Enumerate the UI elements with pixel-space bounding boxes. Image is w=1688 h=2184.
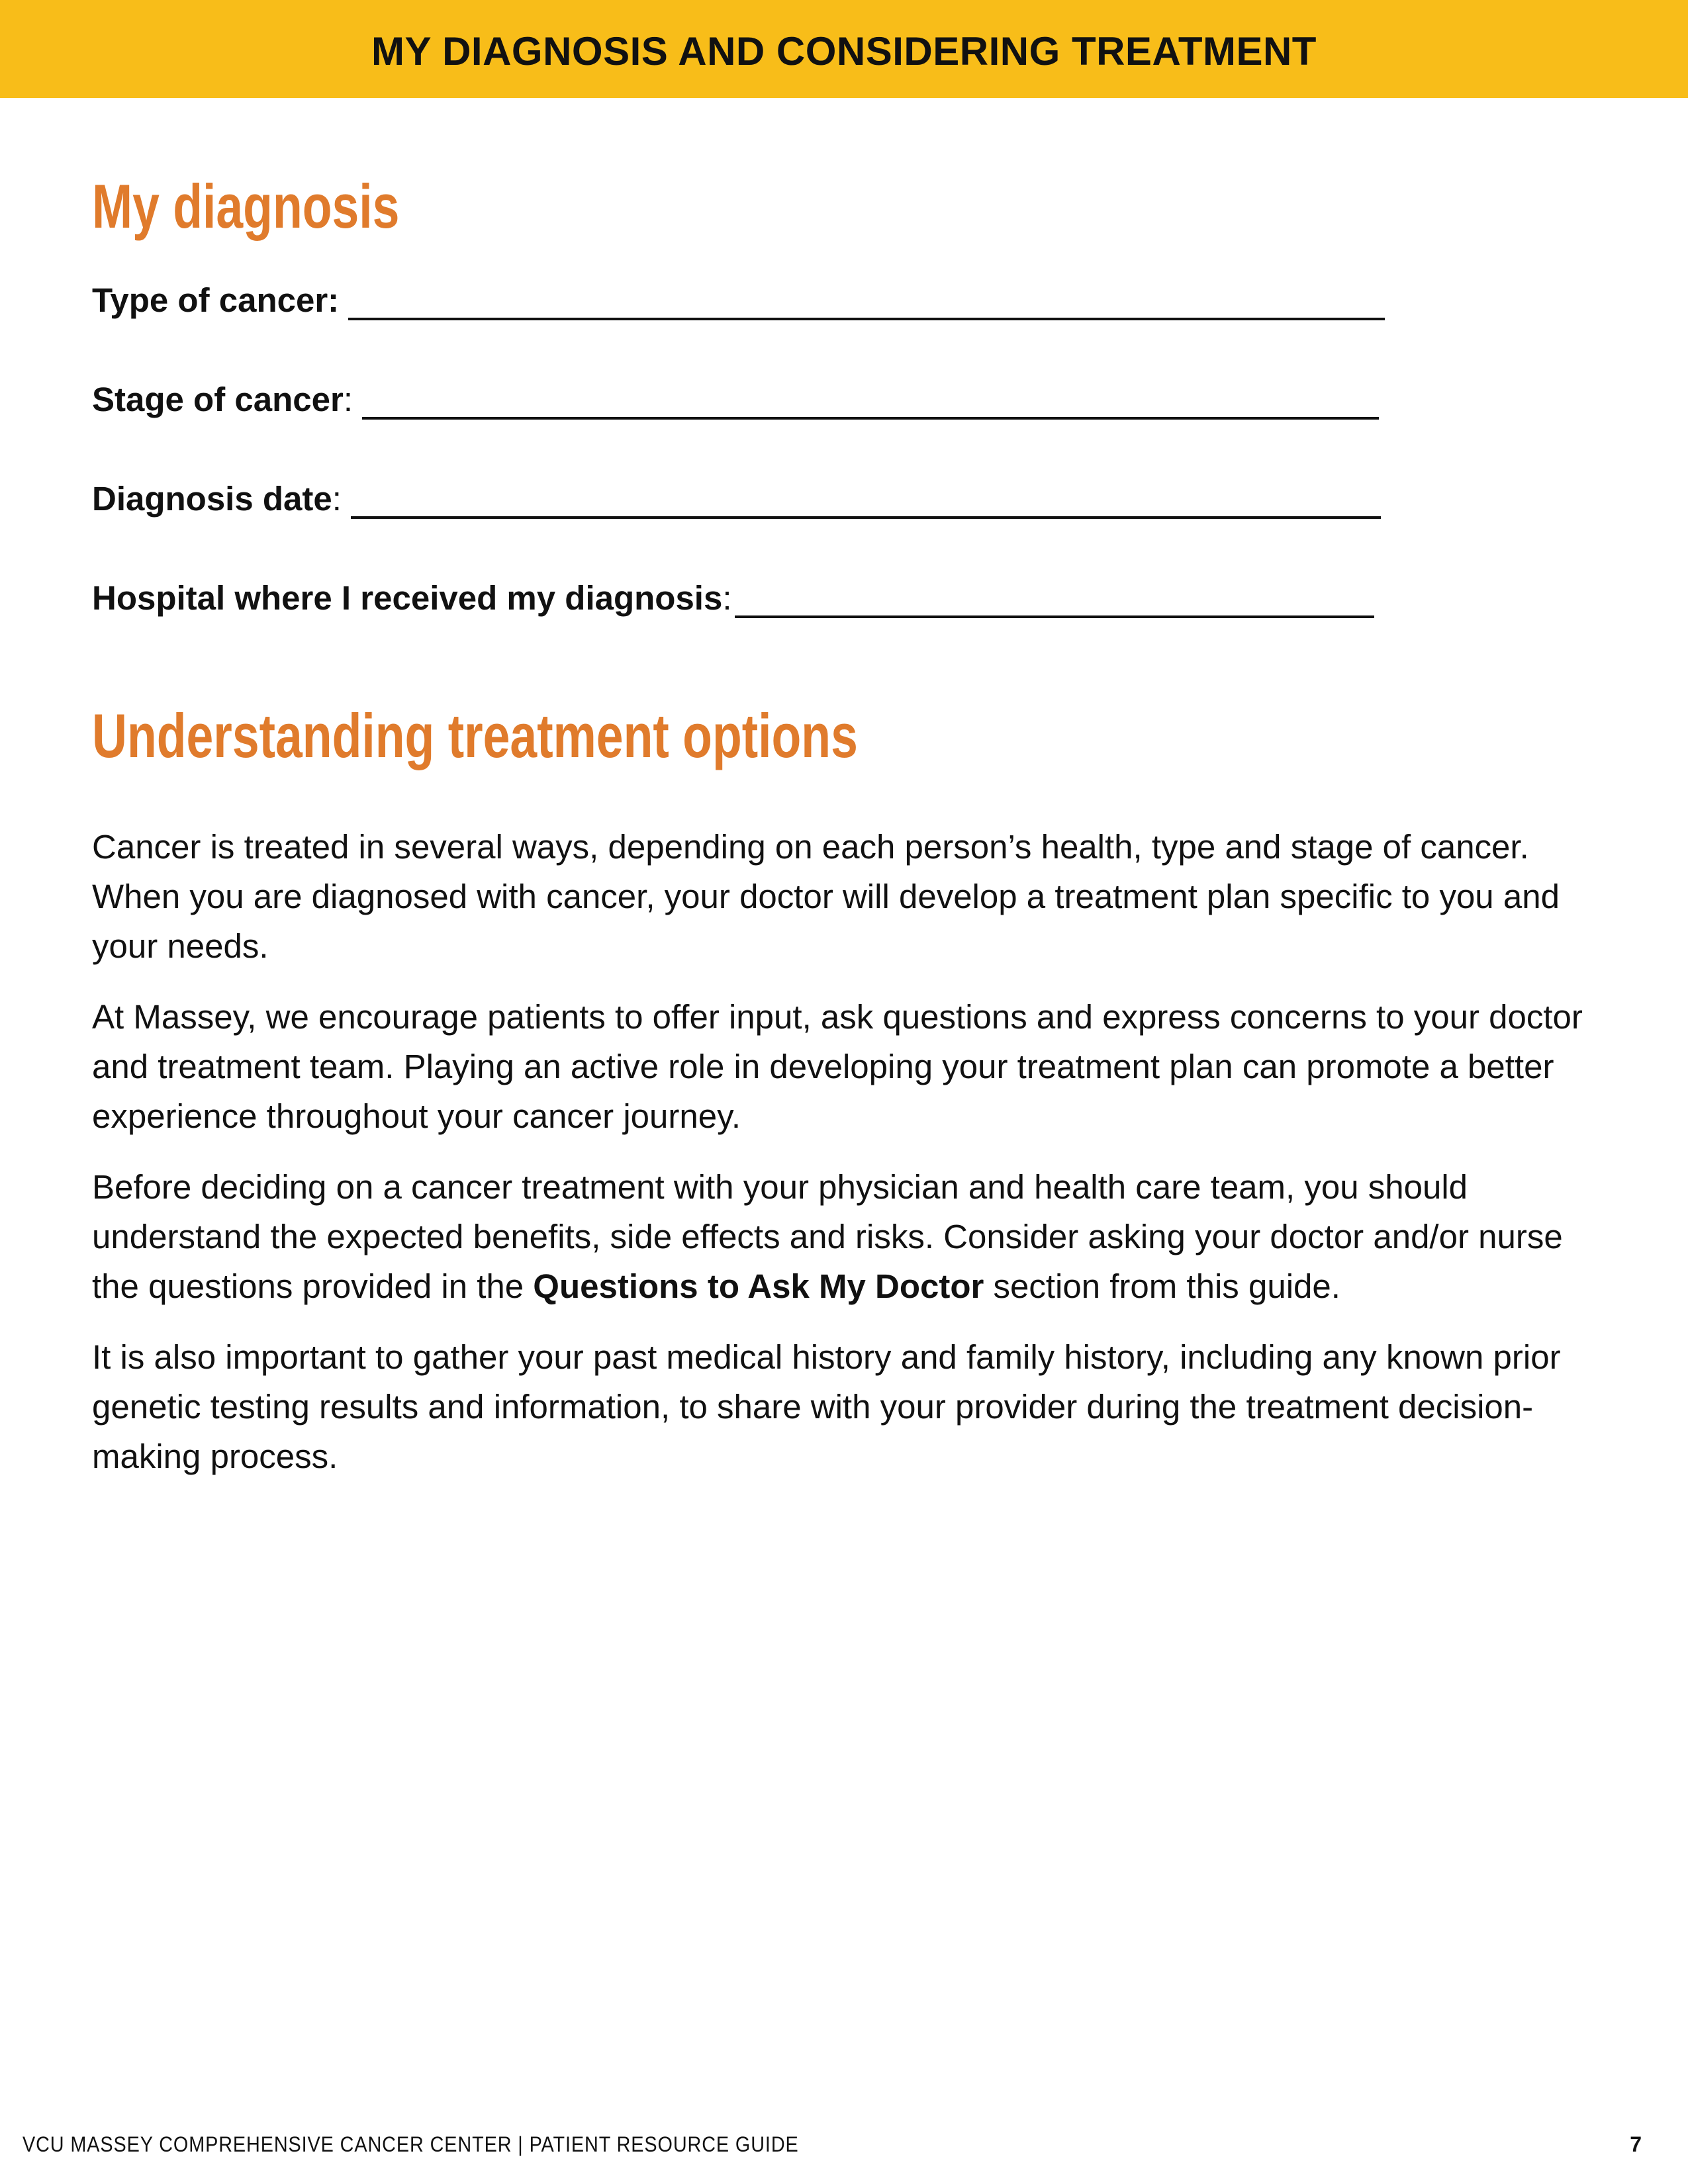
diagnosis-date-label: Diagnosis date — [92, 480, 332, 518]
paragraph-treated-ways: Cancer is treated in several ways, depending on each person’s health, type and stage of cancer. When you are diagnosed with cancer, your doctor will develop a treatment plan specific to you and your needs. — [92, 828, 1560, 965]
hospital-field[interactable] — [735, 584, 1374, 618]
my-diagnosis-heading: My diagnosis — [92, 171, 400, 241]
stage-of-cancer-row — [92, 380, 1379, 420]
diagnosis-date-suffix: : — [332, 480, 342, 518]
type-of-cancer-row — [92, 281, 1385, 320]
stage-of-cancer-field[interactable] — [362, 385, 1379, 420]
treatment-body — [92, 822, 1615, 1502]
paragraph-before-deciding-end: section from this guide. — [984, 1267, 1340, 1305]
paragraph-medical-history: It is also important to gather your past medical history and family history, including any known prior genetic testing results and information, to share with your provider during the treatment decision-making process. — [92, 1338, 1561, 1475]
treatment-options-heading: Understanding treatment options — [92, 701, 858, 770]
top-banner — [0, 0, 1688, 98]
diagnosis-date-field[interactable] — [351, 484, 1381, 519]
stage-of-cancer-label: Stage of cancer — [92, 381, 344, 418]
footer-guide-title: VCU MASSEY COMPREHENSIVE CANCER CENTER | PATIENT RESOURCE GUIDE — [23, 2132, 799, 2156]
banner-title: MY DIAGNOSIS AND CONSIDERING TREATMENT — [371, 28, 1317, 73]
page-number: 7 — [1630, 2132, 1642, 2156]
type-of-cancer-label: Type of cancer: — [92, 281, 340, 319]
paragraph-before-deciding-text: Before deciding on a cancer treatment with your physician and health care team, you should understand the expected benefits, side effects and risks. Consider asking your doctor and/or nurse the questions provided in the — [92, 1168, 1563, 1305]
paragraph-massey-input: At Massey, we encourage patients to offer input, ask questions and express concerns to your doctor and treatment team. Playing an active role in developing your treatment plan can promote a better experience throughout your cancer journey. — [92, 998, 1583, 1135]
questions-section-reference: Questions to Ask My Doctor — [533, 1267, 984, 1305]
hospital-label: Hospital where I received my diagnosis — [92, 579, 723, 617]
diagnosis-date-row — [92, 479, 1381, 519]
type-of-cancer-field[interactable] — [348, 286, 1385, 320]
hospital-suffix: : — [722, 579, 732, 617]
hospital-row — [92, 578, 1374, 618]
paragraph-before-deciding — [92, 1162, 1615, 1311]
stage-of-cancer-suffix: : — [343, 381, 353, 418]
